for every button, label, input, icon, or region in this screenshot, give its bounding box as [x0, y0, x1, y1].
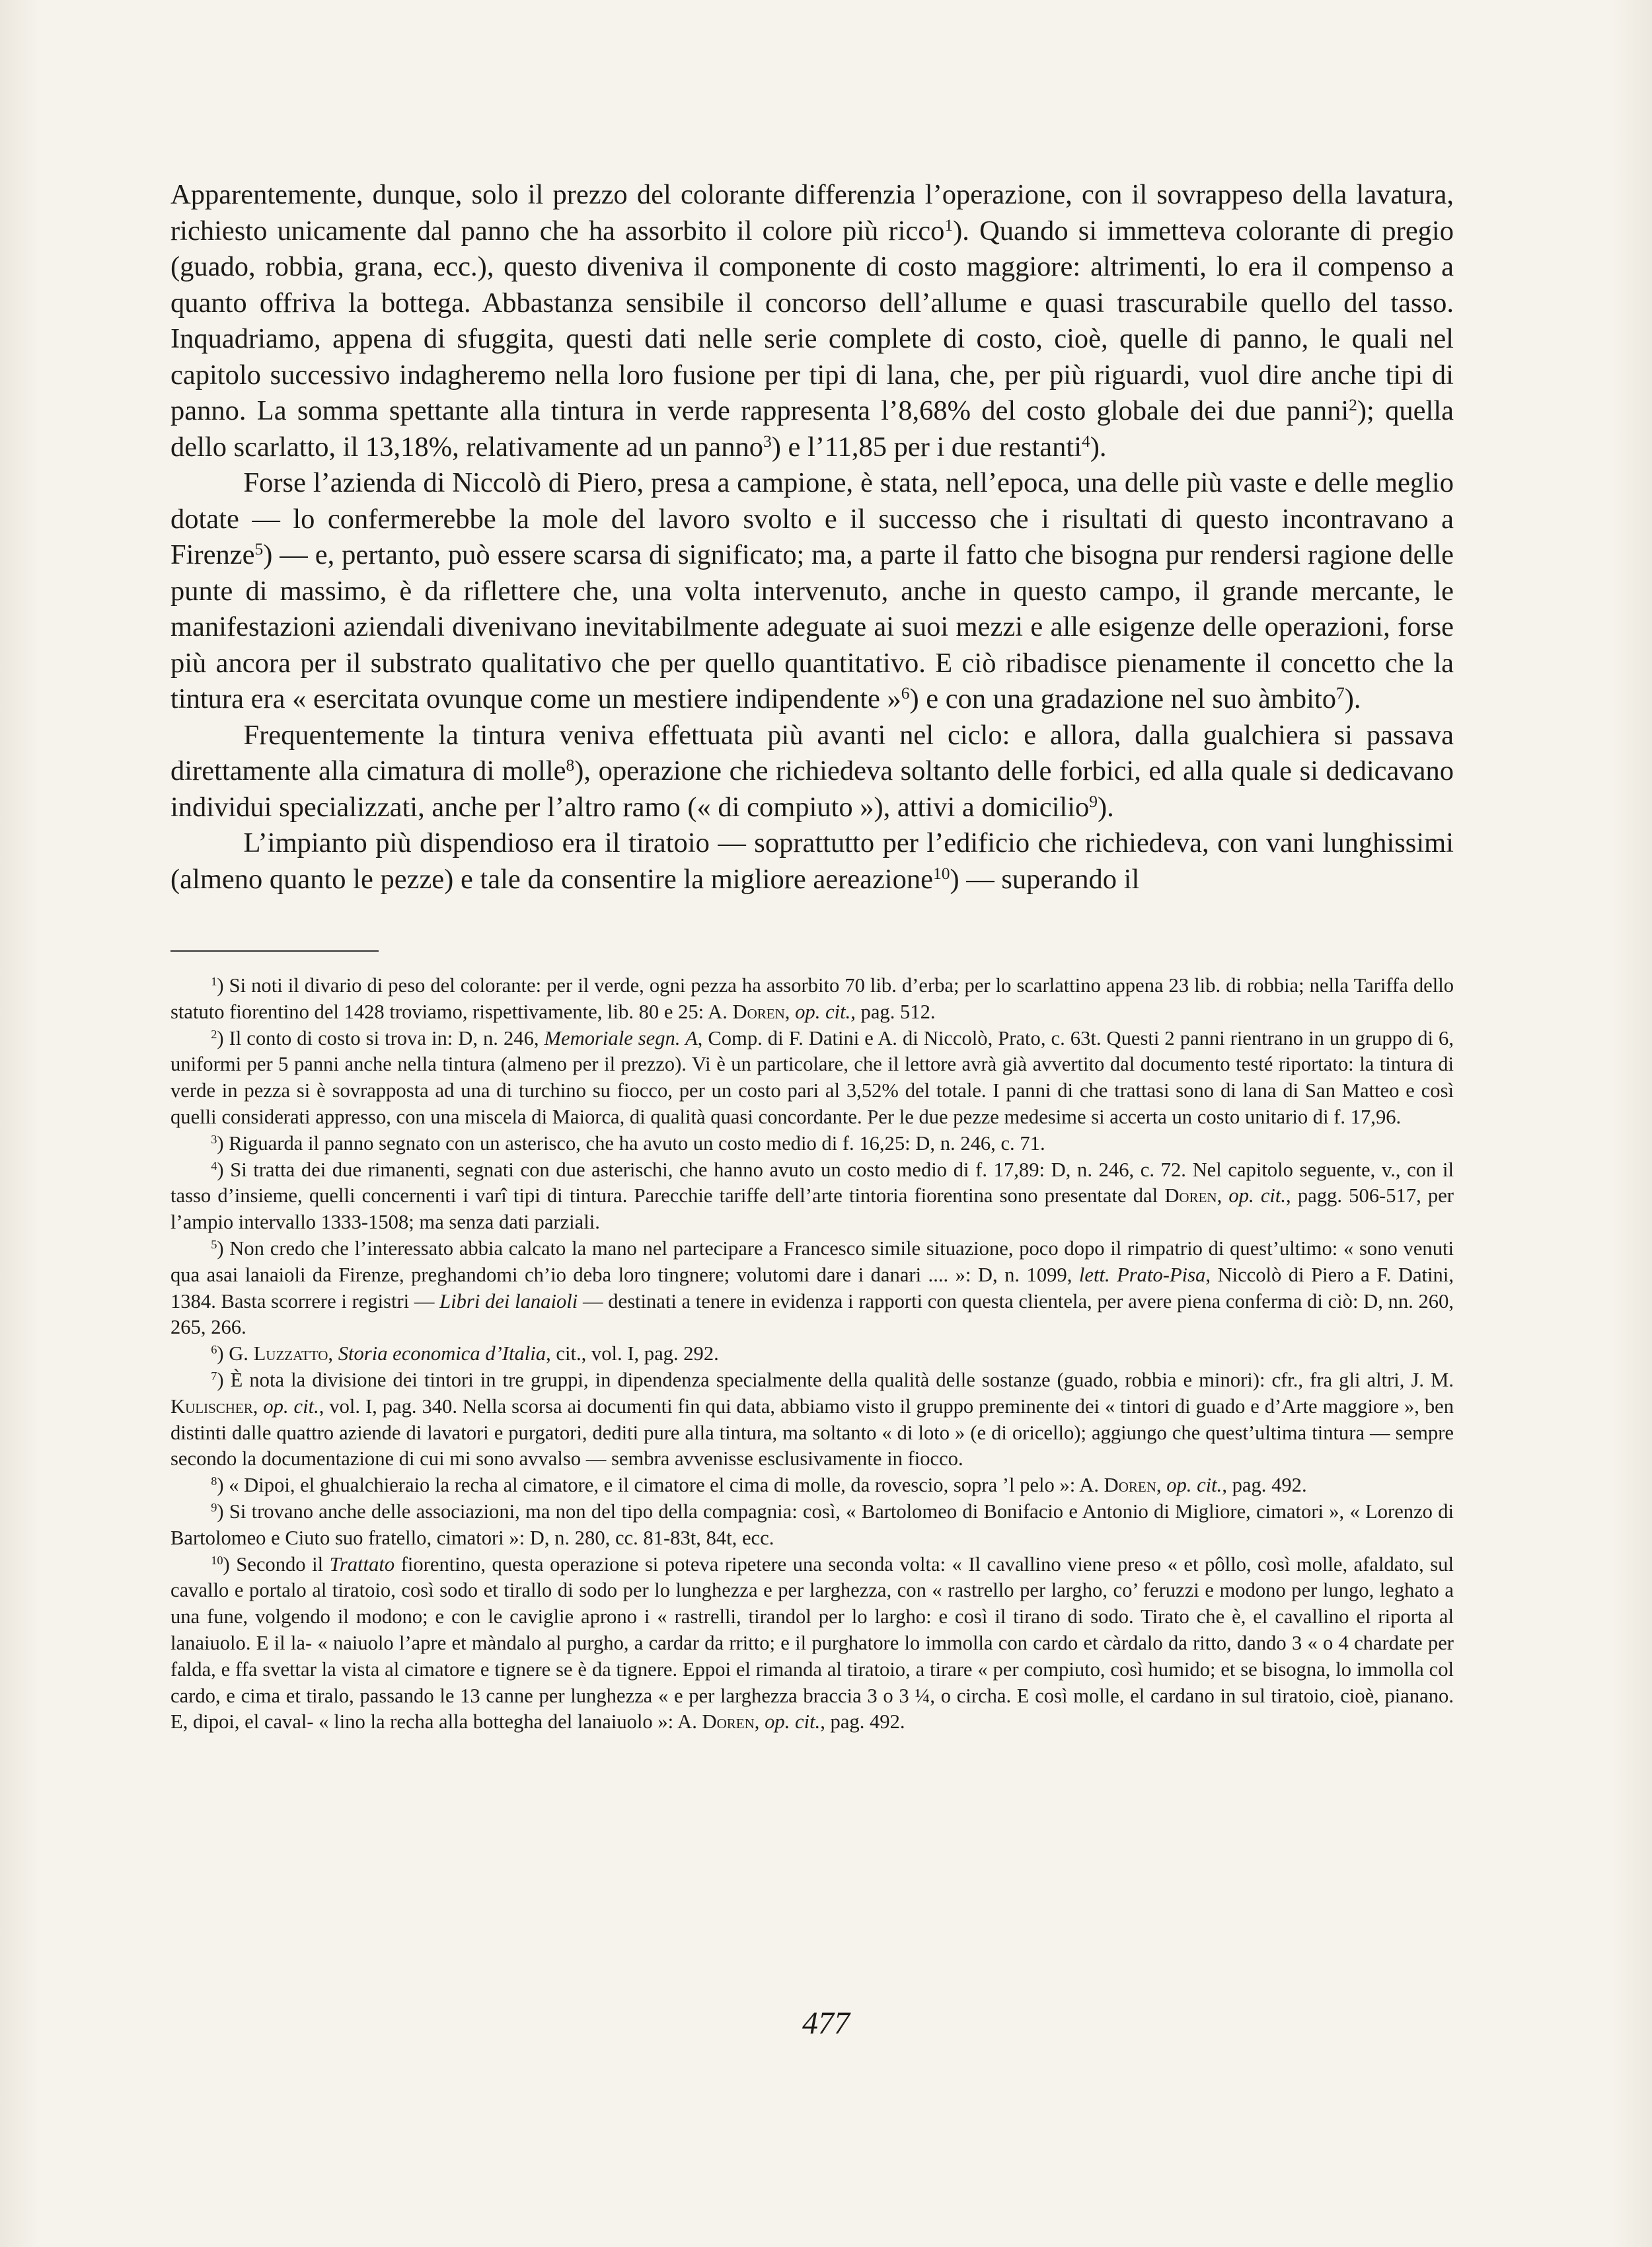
footnote-ref-6[interactable]: 6 — [901, 683, 910, 703]
footnote-ref-8[interactable]: 8 — [566, 755, 575, 775]
footnote-2: $^2$) Il conto di costo si trova in: D, n. 246, Memoriale segn. A, Comp. di F. Datini e A. di Niccolò, Prato, c. 63t. Questi 2 panni rientrano in un gruppo di 6, uniformi per 5 panni anche nella tintura (almeno per il prezzo). Vi è un particolare, che il lettore avrà già avvertito dal documento testé riportato: la tintura di verde in pezza si è sovrapposta ad una di turchino su fiocco, per un costo pari al 3,52% del totale. I panni di che trattasi sono di lana di San Matteo e così quelli considerati appresso, con una miscela di Maiorca, di qualità quasi concordante. Per le due pezze medesime si accerta un costo unitario di f. 17,96. — [170, 1026, 1454, 1128]
footnote-ref-2[interactable]: 2 — [1349, 395, 1357, 414]
footnote-divider — [170, 950, 379, 952]
footnote-ref-4[interactable]: 4 — [1082, 431, 1090, 451]
footnotes — [170, 973, 1454, 1735]
footnote-1: $^1$) Si noti il divario di peso del colorante: per il verde, ogni pezza ha assorbito 70 lib. d’erba; per lo scarlattino appena 23 lib. di robbia; nella Tariffa dello statuto fiorentino del 1428 troviamo, rispettivamente, lib. 80 e 25: A. Doren, op. cit., pag. 512. — [170, 974, 1454, 1023]
footnote-5: $^5$) Non credo che l’interessato abbia calcato la mano nel partecipare a Francesco simile situazione, poco dopo il rimpatrio di quest’ultimo: « sono venuti qua asai lanaioli da Firenze, preghandomi ch’io deba loro tingnere; volutomi dare i danari .... »: D, n. 1099, lett. Prato-Pisa, Niccolò di Piero a F. Datini, 1384. Basta scorrere i registri — Libri dei lanaioli — destinati a tenere in evidenza i rapporti con questa clientela, per avere piena conferma di ciò: D, nn. 260, 265, 266. — [170, 1237, 1454, 1339]
footnote-6: $^6$) G. Luzzatto, Storia economica d’Italia, cit., vol. I, pag. 292. — [211, 1342, 719, 1365]
footnote-ref-7[interactable]: 7 — [1336, 683, 1345, 703]
paragraph-1: Apparentemente, dunque, solo il prezzo del colorante differenzia l’operazione, con il sovrappeso della lavatura, richiesto unicamente dal panno che ha assorbito il colore più ricco$^1$). Quando si immetteva colorante di pregio (guado, robbia, grana, ecc.), questo diveniva il componente di costo maggiore: altrimenti, lo era il compenso a quanto offriva la bottega. Abbastanza sensibile il concorso dell’allume e quasi trascurabile quello del tasso. Inquadriamo, appena di sfuggita, questi dati nelle serie complete di costo, cioè, quelle di panno, le quali nel capitolo successivo indagheremo nella loro fusione per tipi di lana, che, per più riguardi, vuol dire anche tipi di panno. La somma spettante alla tintura in verde rappresenta l’8,68% del costo globale dei due panni$^2$); quella dello scarlatto, il 13,18%, relativamente ad un panno$^3$) e l’11,85 per i due restanti$^4$). — [170, 179, 1454, 463]
paragraph-4: L’impianto più dispendioso era il tiratoio — soprattutto per l’edificio che richiedeva, con vani lunghissimi (almeno quanto le pezze) e tale da consentire la migliore aereazione$^{10}$) — superando il — [170, 827, 1454, 895]
footnote-ref-9[interactable]: 9 — [1089, 791, 1098, 811]
main-text — [170, 177, 1454, 897]
footnote-ref-10[interactable]: 10 — [932, 863, 950, 883]
footnote-4: $^4$) Si tratta dei due rimanenti, segnati con due asterischi, che hanno avuto un costo medio di f. 17,89: D, n. 246, c. 72. Nel capitolo seguente, v., con il tasso d’insieme, quelli concernenti i varî tipi di tintura. Parecchie tariffe dell’arte tintoria fiorentina sono presentate dal Doren, op. cit., pagg. 506-517, per l’ampio intervallo 1333-1508; ma senza dati parziali. — [170, 1158, 1454, 1234]
footnote-ref-1[interactable]: 1 — [944, 215, 954, 235]
footnote-10: $^{10}$) Secondo il Trattato fiorentino, questa operazione si poteva ripetere una seconda volta: « Il cavallino viene preso « et pôllo, così molle, afaldato, sul cavallo e portalo al tiratoio, così sodo et tirallo di sodo per lo lunghezza e per larghezza, con « rastrello per largho, co’ feruzzi e modono per lungo, leghato a una fune, volgendo il modono; e con le caviglie aprono i « rastrelli, tirandol per lo largho: e così il tirano di sodo. Tirato che è, el cavallino el riporta al lanaiuolo. E il la- « naiuolo l’apre et màndalo al purgho, a cardar da rritto; e il purghatore lo immolla con cardo et càrdalo da ritto, dando 3 « o 4 chardate per falda, e ffa svettar la vista al cimatore e tignere se è da tignere. Eppoi el rimanda al tiratoio, a tirare « per compiuto, così humido; et se bisogna, lo immolla col cardo, e cima et tiralo, passando le 13 canne per lunghezza « e per larghezza braccia 3 o 3 ¼, o circha. E così molle, el cardano in sul tiratoio, cioè, pianano. E, dipoi, el caval- « lino la recha alla bottegha del lanaiuolo »: A. Doren, op. cit., pag. 492. — [170, 1552, 1454, 1733]
footnote-ref-3[interactable]: 3 — [763, 431, 772, 451]
footnote-8: $^8$) « Dipoi, el ghualchieraio la recha al cimatore, e il cimatore el cima di molle, da rovescio, sopra ’l pelo »: A. Doren, op. cit., pag. 492. — [211, 1474, 1307, 1497]
footnote-9: $^9$) Si trovano anche delle associazioni, ma non del tipo della compagnia: così, « Bartolomeo di Bonifacio e Antonio di Migliore, cimatori », « Lorenzo di Bartolomeo e Ciuto suo fratello, cimatori »: D, n. 280, cc. 81-83t, 84t, ecc. — [170, 1500, 1454, 1549]
footnote-3: $^3$) Riguarda il panno segnato con un asterisco, che ha avuto un costo medio di f. 16,25: D, n. 246, c. 71. — [211, 1131, 1045, 1155]
paragraph-3: Frequentemente la tintura veniva effettuata più avanti nel ciclo: e allora, dalla gualchiera si passava direttamente alla cimatura di molle$^8$), operazione che richiedeva soltanto delle forbici, ed alla quale si dedicavano individui specializzati, anche per l’altro ramo (« di compiuto »), attivi a domicilio$^9$). — [170, 719, 1454, 823]
footnote-ref-5[interactable]: 5 — [254, 539, 264, 558]
paragraph-2: Forse l’azienda di Niccolò di Piero, presa a campione, è stata, nell’epoca, una delle più vaste e delle meglio dotate — lo confermerebbe la mole del lavoro svolto e il successo che i risultati di questo incontravano a Firenze$^5$) — e, pertanto, può essere scarsa di significato; ma, a parte il fatto che bisogna pur rendersi ragione delle punte di massimo, è da riflettere che, una volta intervenuto, anche in questo campo, il grande mercante, le manifestazioni aziendali divenivano inevitabilmente adeguate ai suoi mezzi e alle esigenze delle operazioni, forse più ancora per il substrato qualitativo che per quello quantitativo. E ciò ribadisce pienamente il concetto che la tintura era « esercitata ovunque come un mestiere indipendente »$^6$) e con una gradazione nel suo àmbito$^7$). — [170, 467, 1454, 714]
page-number: 477 — [802, 2006, 850, 2041]
footnote-7: $^7$) È nota la divisione dei tintori in tre gruppi, in dipendenza specialmente della qualità delle sostanze (guado, robbia e minori): cfr., fra gli altri, J. M. Kulischer, op. cit., vol. I, pag. 340. Nella scorsa ai documenti fin qui data, abbiamo visto il gruppo preminente dei « tintori di guado e d’Arte maggiore », ben distinti dalle quattro aziende di lavatori e purgatori, dediti pure alla tintura, ma soltanto « di loto » (e di oricello); aggiungo che quest’ultima tintura — sempre secondo la documentazione di cui mi sono avvalso — sembra avvenisse esclusivamente in fiocco. — [170, 1368, 1454, 1470]
